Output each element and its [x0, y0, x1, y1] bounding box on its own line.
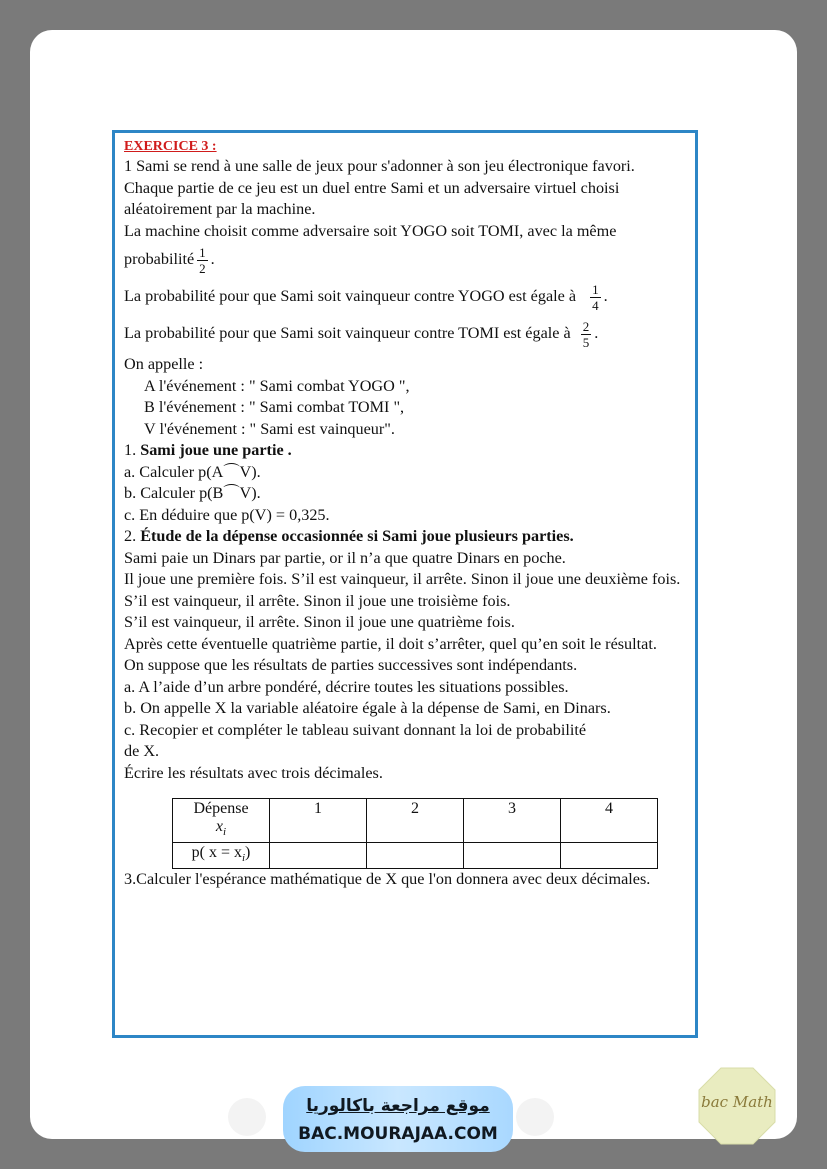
table-cell: 1	[270, 799, 367, 843]
event-v: V l'événement : " Sami est vainqueur".	[144, 419, 395, 438]
question-1b: b. Calculer p(B⌒V).	[124, 484, 261, 502]
table-row	[173, 799, 658, 843]
table-cell	[270, 843, 367, 869]
question-2c: c. Recopier et compléter le tableau suivant donnant la loi de probabilité	[124, 720, 587, 739]
paragraph-2: Chaque partie de ce jeu est un duel entre Sami et un adversaire virtuel choisi aléatoirement par la machine.	[124, 178, 620, 218]
table-cell	[367, 843, 464, 869]
yogo-probability-line: La probabilité pour que Sami soit vainqueur contre YOGO est égale à $\frac{1}{4}$ .	[124, 282, 608, 313]
question-2-heading: 2. Étude de la dépense occasionnée si Sami joue plusieurs parties.	[124, 527, 574, 545]
footer-arabic-title: موقع مراجعة باكالوريا	[306, 1096, 490, 1116]
period: .	[210, 250, 215, 269]
question-2-paragraph-2: Il joue une première fois. S’il est vainqueur, il arrête. Sinon il joue une deuxième fois.	[124, 570, 681, 588]
question-2c-continued: de X.	[124, 742, 160, 760]
question-3: 3.Calculer l'espérance mathématique de X que l'on donnera avec deux décimales.	[124, 870, 651, 889]
table-cell	[561, 843, 658, 869]
question-1c: c. En déduire que p(V) = 0,325.	[124, 505, 330, 524]
table-cell	[464, 843, 561, 869]
question-2b: b. On appelle X la variable aléatoire égale à la dépense de Sami, en Dinars.	[124, 699, 611, 717]
event-b: B l'événement : " Sami combat TOMI ",	[144, 398, 405, 416]
tomi-probability-line: La probabilité pour que Sami soit vainqueur contre TOMI est égale à $\frac{2}{5}$ .	[124, 319, 599, 350]
question-2a: a. A l’aide d’un arbre pondéré, décrire toutes les situations possibles.	[124, 677, 569, 696]
question-1-heading: 1. Sami joue une partie .	[124, 441, 292, 459]
question-2-paragraph-7: Écrire les résultats avec trois décimales.	[124, 763, 383, 782]
probability-table	[172, 798, 658, 869]
exercise-content	[124, 138, 690, 891]
question-2-paragraph-5: Après cette éventuelle quatrième partie, il doit s’arrêter, quel qu’en soit le résultat.	[124, 634, 657, 653]
fraction-yogo: $\frac{1}{4}$	[592, 282, 599, 313]
event-a: A l'événement : " Sami combat YOGO ",	[144, 376, 410, 395]
question-1a: a. Calculer p(A⌒V).	[124, 462, 261, 481]
paragraph-3: La machine choisit comme adversaire soit YOGO soit TOMI, avec la même	[124, 221, 617, 240]
table-row	[173, 843, 658, 869]
table-cell: 3	[464, 799, 561, 843]
table-cell: 4	[561, 799, 658, 843]
site-logo-right-icon	[516, 1098, 554, 1136]
table-header-probability: p( $x = x_i$)	[173, 843, 270, 869]
paragraph-on-appelle: On appelle :	[124, 355, 204, 373]
question-2-paragraph-1: Sami paie un Dinars par partie, or il n’a que quatre Dinars en poche.	[124, 548, 566, 567]
exercise-title: EXERCICE 3 :	[124, 139, 217, 154]
question-2-paragraph-4: S’il est vainqueur, il arrête. Sinon il joue une quatrième fois.	[124, 613, 515, 631]
probability-half-line	[124, 245, 690, 276]
table-cell: 2	[367, 799, 464, 843]
fraction-half: $\frac{1}{2}$	[199, 245, 206, 276]
fraction-tomi: $\frac{2}{5}$	[582, 319, 590, 350]
question-2-paragraph-3: S’il est vainqueur, il arrête. Sinon il joue une troisième fois.	[124, 591, 511, 610]
site-logo-left-icon	[228, 1098, 266, 1136]
paragraph-1: 1 Sami se rend à une salle de jeux pour s'adonner à son jeu électronique favori.	[124, 157, 635, 175]
footer-url[interactable]: BAC.MOURAJAA.COM	[298, 1124, 498, 1144]
bac-math-badge-text: bac Math	[701, 1093, 773, 1111]
table-header-depense: Dépense $x_i$	[173, 799, 270, 843]
probability-word: probabilité	[124, 250, 195, 269]
question-2-paragraph-6: On suppose que les résultats de parties successives sont indépendants.	[124, 656, 578, 674]
